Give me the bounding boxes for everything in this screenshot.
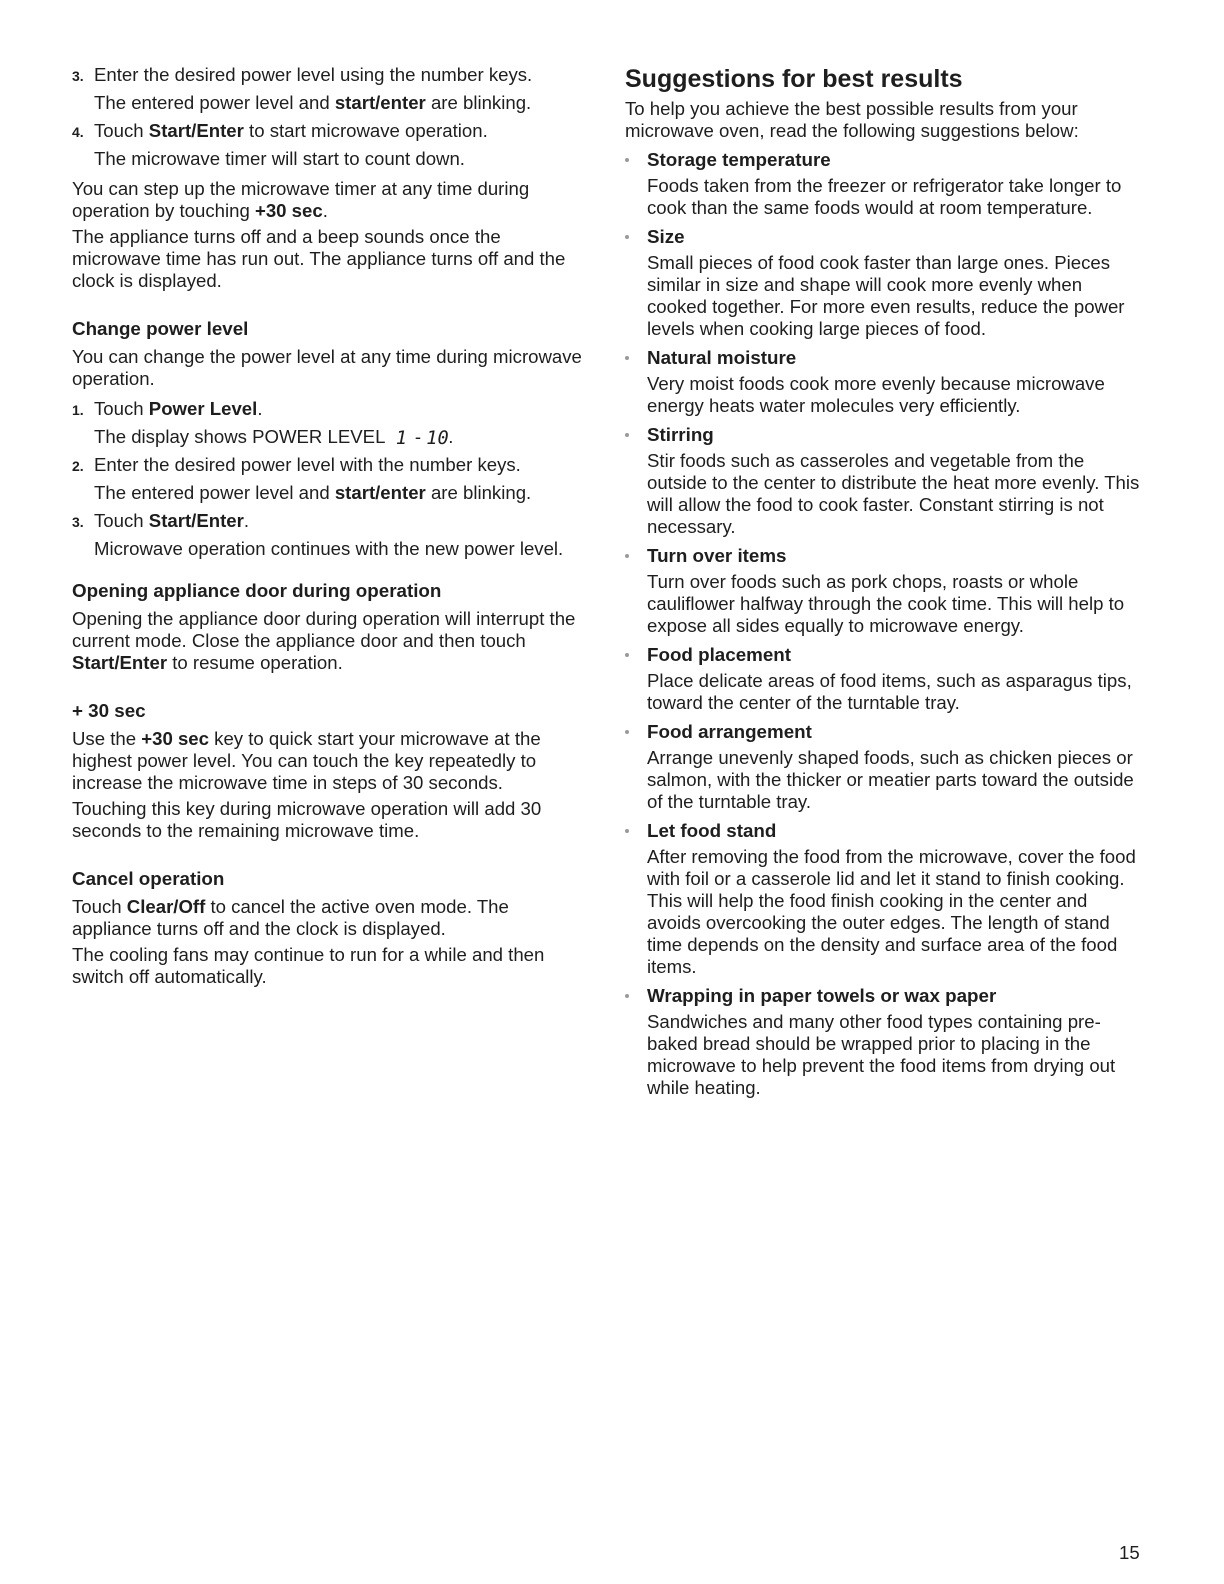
suggestion-text: Arrange unevenly shaped foods, such as chicken pieces or salmon, with the thicker or meatier parts toward the outside of the turntable tray.: [647, 747, 1134, 812]
lcd-digit-to: 10: [426, 428, 449, 449]
step-text: Enter the desired power level with the number keys.: [94, 454, 521, 475]
left-column: [72, 64, 588, 992]
suggestion-text: Small pieces of food cook faster than large ones. Pieces similar in size and shape will cook more evenly when cooked together. For more even results, reduce the power levels when cooking large pieces of food.: [647, 252, 1125, 339]
step-number: 3.: [72, 68, 84, 84]
suggestions-intro: To help you achieve the best possible results from your microwave oven, read the following suggestions below:: [625, 98, 1079, 141]
suggestion-text: Place delicate areas of food items, such as asparagus tips, toward the center of the turntable tray.: [647, 670, 1132, 713]
step-result: The display shows POWER LEVEL 1 - 10.: [94, 426, 454, 449]
turnsoff-paragraph: The appliance turns off and a beep sounds once the microwave time has run out. The appliance turns off and the clock is displayed.: [72, 226, 566, 291]
suggestion-item: [625, 545, 1145, 637]
opening-door-heading: Opening appliance door during operation: [72, 580, 442, 601]
suggestion-item: [625, 149, 1145, 219]
step-result: The entered power level and start/enter are blinking.: [94, 482, 532, 503]
suggestion-text: Sandwiches and many other food types containing pre-baked bread should be wrapped prior to placing in the microwave to help prevent the food items from drying out while heating.: [647, 1011, 1116, 1098]
suggestion-text: Very moist foods cook more evenly because microwave energy heats water molecules very efficiently.: [647, 373, 1105, 416]
step-result: The entered power level and start/enter are blinking.: [94, 92, 532, 113]
suggestion-heading: Wrapping in paper towels or wax paper: [647, 985, 997, 1006]
suggestion-text: Foods taken from the freezer or refrigerator take longer to cook than the same foods would at room temperature.: [647, 175, 1122, 218]
suggestion-text: Stir foods such as casseroles and vegetable from the outside to the center to distribute the heat more evenly. This will allow the food to cook faster. Constant stirring is not necessary.: [647, 450, 1140, 537]
suggestion-item: [625, 721, 1145, 813]
bullet-dot-icon: [625, 820, 647, 978]
suggestion-heading: Stirring: [647, 424, 714, 445]
step-4: [72, 120, 588, 170]
change-power-heading: Change power level: [72, 318, 249, 339]
lcd-digit-from: 1: [395, 428, 407, 449]
suggestion-item: [625, 226, 1145, 340]
suggestions-title: Suggestions for best results: [625, 65, 963, 93]
bullet-dot-icon: [625, 424, 647, 538]
page-number: 15: [1119, 1542, 1140, 1563]
suggestion-heading: Let food stand: [647, 820, 777, 841]
step-number: 1.: [72, 402, 84, 418]
bullet-dot-icon: [625, 347, 647, 417]
bullet-dot-icon: [625, 644, 647, 714]
bullet-dot-icon: [625, 226, 647, 340]
suggestion-item: [625, 985, 1145, 1099]
suggestion-heading: Natural moisture: [647, 347, 797, 368]
plus30-heading: + 30 sec: [72, 700, 146, 721]
suggestion-item: [625, 644, 1145, 714]
step-number: 4.: [72, 124, 84, 140]
suggestion-text: Turn over foods such as pork chops, roasts or whole cauliflower halfway through the cook time. This will help to expose all sides equally to microwave energy.: [647, 571, 1125, 636]
step-text: Touch Start/Enter to start microwave operation.: [94, 120, 488, 141]
suggestion-heading: Turn over items: [647, 545, 787, 566]
suggestion-item: [625, 424, 1145, 538]
step-number: 2.: [72, 458, 84, 474]
power-step-3: [72, 510, 588, 560]
power-step-2: [72, 454, 588, 504]
opening-door-paragraph: Opening the appliance door during operation will interrupt the current mode. Close the appliance door and then touch Start/Enter to resume operation.: [72, 608, 576, 673]
suggestion-text: After removing the food from the microwave, cover the food with foil or a casserole lid and let it stand to finish cooking. This will help the food finish cooking in the center and avoids overcooking the outer edges. The length of stand time depends on the density and surface area of the food items.: [647, 846, 1136, 977]
stepup-paragraph: You can step up the microwave timer at any time during operation by touching +30 sec.: [72, 178, 530, 221]
cancel-paragraph-2: The cooling fans may continue to run for a while and then switch off automatically.: [72, 944, 545, 987]
step-text: Touch Power Level.: [94, 398, 263, 419]
suggestion-heading: Size: [647, 226, 685, 247]
bullet-dot-icon: [625, 985, 647, 1099]
step-text: Enter the desired power level using the number keys.: [94, 64, 533, 85]
right-column: [625, 64, 1145, 1099]
power-step-1: [72, 398, 588, 448]
cancel-paragraph-1: Touch Clear/Off to cancel the active oven mode. The appliance turns off and the clock is displayed.: [72, 896, 509, 939]
step-3: [72, 64, 588, 114]
step-text: Touch Start/Enter.: [94, 510, 250, 531]
suggestion-heading: Food arrangement: [647, 721, 812, 742]
cancel-heading: Cancel operation: [72, 868, 225, 889]
step-result: The microwave timer will start to count down.: [94, 148, 465, 169]
plus30-paragraph-2: Touching this key during microwave operation will add 30 seconds to the remaining microwave time.: [72, 798, 542, 841]
suggestions-list: [625, 149, 1145, 1099]
suggestion-item: [625, 347, 1145, 417]
suggestion-heading: Food placement: [647, 644, 792, 665]
bullet-dot-icon: [625, 149, 647, 219]
step-result: Microwave operation continues with the new power level.: [94, 538, 564, 559]
step-number: 3.: [72, 514, 84, 530]
bullet-dot-icon: [625, 545, 647, 637]
suggestion-item: [625, 820, 1145, 978]
plus30-paragraph-1: Use the +30 sec key to quick start your microwave at the highest power level. You can touch the key repeatedly to increase the microwave time in steps of 30 seconds.: [72, 728, 541, 793]
suggestion-heading: Storage temperature: [647, 149, 831, 170]
bullet-dot-icon: [625, 721, 647, 813]
change-power-intro: You can change the power level at any time during microwave operation.: [72, 346, 582, 389]
